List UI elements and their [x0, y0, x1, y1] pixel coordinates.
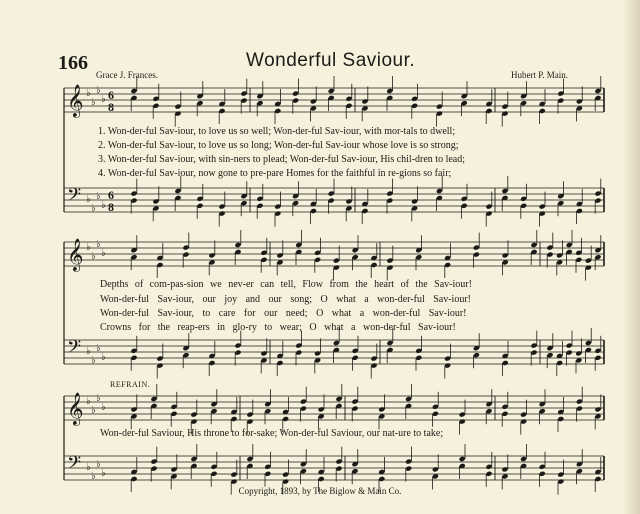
lyric-line-1-2: 2. Won-der-ful Sav-iour, to love us so long; Won-der-ful Sav-iour whose love is so strong;: [98, 140, 459, 151]
treble-clef: 𝄞: [67, 238, 84, 271]
flat-sign: ♭: [91, 203, 96, 214]
flat-sign: ♭: [96, 239, 101, 250]
time-signature: 8: [108, 100, 114, 114]
flat-sign: ♭: [86, 194, 91, 205]
flat-sign: ♭: [86, 462, 91, 473]
lyric-line-1-4: 4. Won-der-ful Sav-iour, now gone to pre-pare Homes for the faithful in re-gions so fair;: [98, 168, 452, 179]
flat-sign: ♭: [101, 200, 106, 211]
flat-sign: ♭: [96, 393, 101, 404]
bass-clef: 𝄢: [67, 185, 82, 210]
lyric-line-2-1: Depths of com-pas-sion we nev-er can tell, Flow from the heart of the Sav-iour!: [100, 279, 472, 290]
flat-sign: ♭: [101, 468, 106, 479]
lyric-line-2-4: Crowns for the reap-ers in glo-ry to wear; O what a won-der-ful Sav-iour!: [100, 322, 456, 333]
flat-sign: ♭: [96, 343, 101, 354]
copyright-notice: Copyright, 1893, by The Biglow & Main Co.: [238, 486, 402, 496]
treble-clef: 𝄞: [67, 84, 84, 117]
lyric-line-2-3: Won-der-ful Sav-iour, to care for our need; O what a won-der-ful Sav-iour!: [100, 308, 467, 319]
bass-clef: 𝄢: [67, 337, 82, 362]
flat-sign: ♭: [101, 402, 106, 413]
flat-sign: ♭: [91, 471, 96, 482]
flat-sign: ♭: [96, 459, 101, 470]
flat-sign: ♭: [101, 352, 106, 363]
flat-sign: ♭: [91, 355, 96, 366]
treble-clef: 𝄞: [67, 392, 84, 425]
time-signature: 6: [108, 88, 114, 102]
time-signature: 8: [108, 200, 114, 214]
flat-sign: ♭: [86, 88, 91, 99]
bass-clef: 𝄢: [67, 453, 82, 478]
refrain-label: REFRAIN.: [110, 380, 151, 389]
flat-sign: ♭: [91, 251, 96, 262]
lyric-line-1-3: 3. Won-der-ful Sav-iour, with sin-ners to plead; Won-der-ful Sav-iour, His chil-dren to lead;: [98, 154, 466, 165]
flat-sign: ♭: [96, 85, 101, 96]
time-signature: 6: [108, 188, 114, 202]
flat-sign: ♭: [101, 248, 106, 259]
lyric-line-2-2: Won-der-ful Sav-iour, our joy and our song; O what a won-der-ful Sav-iour!: [100, 294, 471, 305]
hymn-title: Wonderful Saviour.: [246, 50, 416, 71]
page-binding-edge: [622, 0, 640, 514]
flat-sign: ♭: [86, 242, 91, 253]
refrain-lyric-line: Won-der-ful Saviour, His throne to for-sake; Won-der-ful Saviour, our nat-ure to take;: [100, 428, 444, 439]
author-credit: Grace J. Frances.: [96, 70, 158, 80]
lyric-line-1-1: 1. Won-der-ful Sav-iour, to love us so well; Won-der-ful Sav-iour, with mor-tals to dwell;: [98, 126, 456, 137]
flat-sign: ♭: [86, 396, 91, 407]
composer-credit: Hubert P. Main.: [511, 70, 568, 80]
flat-sign: ♭: [91, 97, 96, 108]
hymn-number: 166: [58, 52, 88, 74]
flat-sign: ♭: [86, 346, 91, 357]
flat-sign: ♭: [96, 191, 101, 202]
flat-sign: ♭: [101, 94, 106, 105]
flat-sign: ♭: [91, 405, 96, 416]
